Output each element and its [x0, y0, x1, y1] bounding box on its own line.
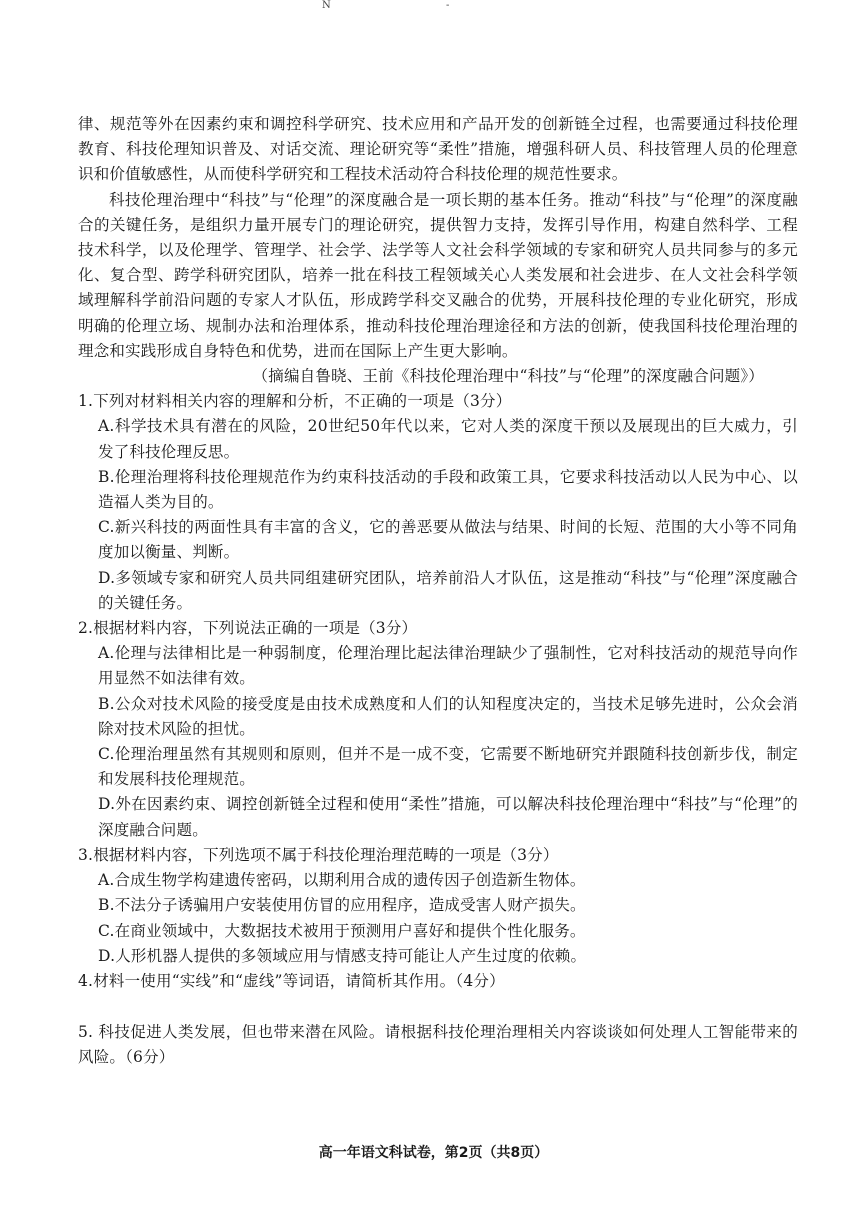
option-b: B.不法分子诱骗用户安装使用仿冒的应用程序，造成受害人财产损失。 — [98, 896, 586, 915]
option-b: B.公众对技术风险的接受度是由技术成熟度和人们的认知程度决定的，当技术足够先进时，公众会消除对技术风险的担忧。 — [98, 694, 798, 738]
option-d: D.外在因素约束、调控创新链全过程和使用“柔性”措施，可以解决科技伦理治理中“科技”与“伦理”的深度融合问题。 — [98, 795, 798, 839]
page-content — [78, 112, 798, 1071]
option-a: A.伦理与法律相比是一种弱制度，伦理治理比起法律治理缺少了强制性，它对科技活动的规范导向作用显然不如法律有效。 — [98, 644, 798, 688]
option-a: A.合成生物学构建遗传密码，以期利用合成的遗传因子创造新生物体。 — [98, 871, 586, 890]
page-footer: 高一年语文科试卷，第2页（共8页） — [318, 1145, 549, 1161]
question-5 — [78, 1020, 798, 1070]
passage-paragraph-2: 科技伦理治理中“科技”与“伦理”的深度融合是一项长期的基本任务。推动“科技”与“伦理”的深度融合的关键任务，是组织力量开展专门的理论研究，提供智力支持，发挥引导作用，构建自然科学、工程技术科学，以及伦理学、管理学、社会学、法学等人文社会科学领域的专家和研究人员共同参与的多元化、复合型、跨学科研究团队，培养一批在科技工程领域关心人类发展和社会进步、在人文社会科学领域理解科学前沿问题的专家人才队伍，形成跨学科交叉融合的优势，开展科技伦理的专业化研究，形成明确的伦理立场、规制办法和治理体系，推动科技伦理治理途径和方法的创新，使我国科技伦理治理的理念和实践形成自身特色和优势，进而在国际上产生更大影响。 — [78, 190, 798, 360]
option-c: C.伦理治理虽然有其规则和原则，但并不是一成不变，它需要不断地研究并跟随科技创新步伐，制定和发展科技伦理规范。 — [98, 745, 798, 789]
question-stem: 2.根据材料内容，下列说法正确的一项是（3分） — [78, 619, 418, 638]
question-3 — [78, 843, 798, 969]
option-b: B.伦理治理将科技伦理规范作为约束科技活动的手段和政策工具，它要求科技活动以人民为中心、以造福人类为目的。 — [98, 467, 798, 512]
question-stem: 3.根据材料内容，下列选项不属于科技伦理治理范畴的一项是（3分） — [78, 845, 559, 864]
option-a: A.科学技术具有潜在的风险，20世纪50年代以来，它对人类的深度干预以及展现出的巨大威力，引发了科技伦理反思。 — [98, 417, 798, 461]
scan-marks — [0, 0, 867, 20]
question-2 — [78, 616, 798, 843]
option-d: D.人形机器人提供的多领域应用与情感支持可能让人产生过度的依赖。 — [98, 946, 587, 965]
option-c: C.新兴科技的两面性具有丰富的含义，它的善恶要从做法与结果、时间的长短、范围的大小等不同角度加以衡量、判断。 — [98, 518, 798, 562]
question-1 — [78, 389, 798, 616]
question-stem: 4.材料一使用“实线”和“虚线”等词语，请简析其作用。（4分） — [78, 971, 505, 990]
scan-mark-right: - — [446, 0, 450, 11]
passage-paragraph-1: 律、规范等外在因素约束和调控科学研究、技术应用和产品开发的创新链全过程，也需要通过科技伦理教育、科技伦理知识普及、对话交流、理论研究等“柔性”措施，增强科研人员、科技管理人员的伦理意识和价值敏感性，从而使科学研究和工程技术活动符合科技伦理的规范性要求。 — [78, 115, 798, 184]
question-stem: 1.下列对材料相关内容的理解和分析，不正确的一项是（3分） — [78, 392, 512, 411]
citation: （摘编自鲁晓、王前《科技伦理治理中“科技”与“伦理”的深度融合问题》） — [252, 367, 764, 386]
question-4 — [78, 969, 798, 994]
option-d: D.多领域专家和研究人员共同组建研究团队，培养前沿人才队伍，这是推动“科技”与“伦理”深度融合的关键任务。 — [98, 568, 798, 612]
question-stem: 5. 科技促进人类发展，但也带来潜在风险。请根据科技伦理治理相关内容谈谈如何处理人工智能带来的风险。（6分） — [78, 1023, 798, 1067]
scan-mark-left: N — [322, 0, 331, 11]
option-c: C.在商业领域中，大数据技术被用于预测用户喜好和提供个性化服务。 — [98, 921, 586, 940]
